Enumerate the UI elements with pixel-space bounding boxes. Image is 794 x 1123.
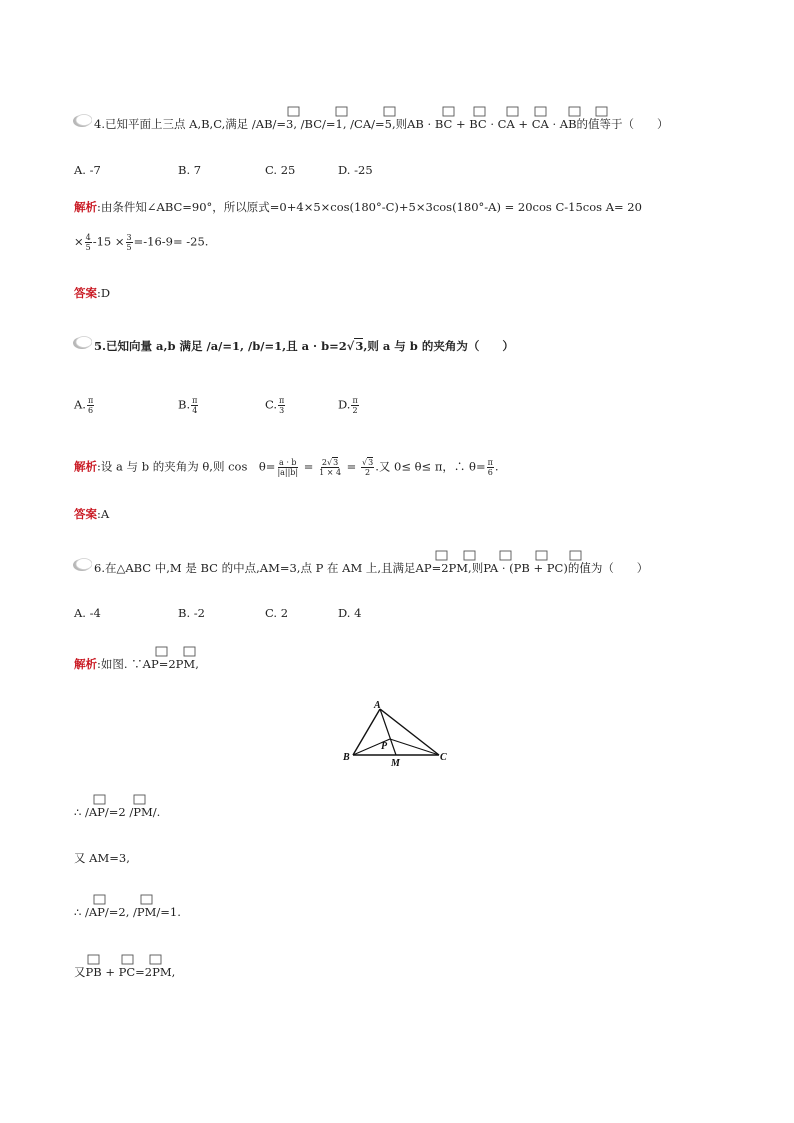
question-bullet-icon — [72, 557, 92, 571]
q4-option-d: D. -25 — [338, 163, 373, 177]
q5-option-d-den: 2 — [352, 406, 358, 415]
q6-step3-vector-marks — [90, 894, 160, 906]
q4-analysis-label: 解析 — [74, 200, 97, 214]
q4-answer — [74, 285, 110, 301]
label-b: B — [343, 752, 350, 763]
q4-frac2-den: 5 — [126, 243, 132, 252]
q5-option-d — [338, 396, 360, 415]
q6-step4-vector-marks — [84, 954, 174, 966]
q5-analysis-end: . — [494, 459, 499, 474]
q6-step-3: ∴ /AP/=2, /PM/=1. — [74, 905, 181, 919]
question-6-vector-marks — [430, 550, 590, 562]
label-p: P — [381, 741, 388, 752]
question-bullet-icon — [72, 113, 92, 127]
q4-result: =-16-9= -25. — [133, 234, 209, 249]
q6-step-4: 又PB + PC=2PM, — [74, 965, 176, 979]
q6-option-d: D. 4 — [338, 606, 362, 620]
q5-option-a — [74, 396, 95, 415]
q5-option-b-den: 4 — [192, 406, 198, 415]
q4-option-c: C. 25 — [265, 163, 296, 177]
side-ab — [353, 709, 380, 755]
q5-f1-den: |a||b| — [277, 468, 299, 477]
q5-f1-num: a · b — [279, 458, 297, 467]
q4-option-a: A. -7 — [74, 163, 101, 177]
q5-option-c — [265, 396, 286, 415]
q4-fraction-2 — [126, 233, 133, 252]
q5-analysis — [74, 458, 499, 477]
q6-option-a: A. -4 — [74, 606, 101, 620]
q5-f3-num-sqrt: 3 — [368, 458, 374, 467]
q5-f3-num: √3 — [361, 458, 374, 467]
q4-analysis-line-1 — [74, 199, 642, 215]
q6-analysis-vector-marks — [150, 646, 210, 658]
q5-eq-2: = — [343, 459, 360, 474]
segment-pc — [390, 739, 439, 755]
q5-option-a-num: π — [87, 396, 94, 405]
q5-option-b-num: π — [192, 396, 198, 405]
q6-analysis-line-1 — [74, 656, 199, 672]
q6-step-2: 又 AM=3, — [74, 851, 130, 865]
question-5-sqrt: 3 — [355, 339, 364, 353]
label-m: M — [391, 758, 400, 769]
q5-f4-den: 6 — [487, 468, 493, 477]
q4-analysis-text: :由条件知∠ABC=90°，所以原式=0+4×5×cos(180°-C)+5×3cos(180°-A) = 20cos C-15cos A= 20 — [97, 200, 642, 214]
q6-step-1: ∴ /AP/=2 /PM/. — [74, 805, 161, 819]
q5-f4-num: π — [487, 458, 493, 467]
q4-frac1-num: 4 — [85, 233, 91, 242]
q5-option-a-letter: A. — [74, 397, 86, 412]
q5-option-d-num: π — [352, 396, 358, 405]
q5-f2-num: 2√3 — [321, 458, 339, 467]
q5-option-a-den: 6 — [88, 406, 94, 415]
q5-option-c-letter: C. — [265, 397, 278, 412]
q6-analysis-text: :如图. ∵AP=2PM, — [97, 657, 199, 671]
q4-times-1: × — [74, 234, 84, 249]
q5-answer — [74, 506, 109, 522]
q5-option-b-letter: B. — [178, 397, 191, 412]
q5-f2-num-coef: 2 — [321, 458, 327, 467]
q4-fraction-1 — [85, 233, 92, 252]
q5-f2-num-sqrt: 3 — [333, 458, 339, 467]
question-4-number: 4. — [94, 117, 105, 131]
q5-option-d-letter: D. — [338, 397, 351, 412]
question-5-number: 5. — [94, 339, 107, 353]
question-4-text: 已知平面上三点 A,B,C,满足 /AB/=3, /BC/=1, /CA/=5,则AB · BC + BC · CA + CA · AB的值等于（ ） — [104, 117, 669, 131]
q5-option-c-den: 3 — [279, 406, 285, 415]
question-5-text-b: ,则 a 与 b 的夹角为（ ） — [363, 339, 514, 353]
q4-answer-label: 答案 — [74, 286, 97, 300]
q6-option-b: B. -2 — [178, 606, 205, 620]
q6-analysis-label: 解析 — [74, 657, 97, 671]
q6-step1-vector-marks — [90, 794, 160, 806]
q4-option-b: B. 7 — [178, 163, 202, 177]
q5-f3-den: 2 — [365, 468, 371, 477]
q5-answer-label: 答案 — [74, 507, 97, 521]
q5-fraction-4 — [487, 458, 494, 477]
q5-answer-value: :A — [97, 507, 110, 521]
q5-option-c-num: π — [279, 396, 285, 405]
triangle-figure — [340, 698, 452, 770]
label-a: A — [374, 700, 381, 711]
q5-fraction-2 — [318, 458, 342, 477]
q6-option-c: C. 2 — [265, 606, 289, 620]
question-5-sqrt-sign: √ — [346, 339, 355, 353]
side-ac — [380, 709, 439, 755]
q5-fraction-1 — [276, 458, 299, 477]
question-6-text: 在△ABC 中,M 是 BC 的中点,AM=3,点 P 在 AM 上,且满足AP=2PM,则PA · (PB + PC)的值为（ ） — [104, 561, 649, 575]
q4-frac2-num: 3 — [126, 233, 132, 242]
q5-eq-1: = — [300, 459, 318, 474]
q5-analysis-label: 解析 — [74, 459, 97, 474]
q5-option-b — [178, 396, 199, 415]
question-6-number: 6. — [94, 561, 105, 575]
q4-minus-15: -15 × — [92, 234, 125, 249]
q5-analysis-text-a: :设 a 与 b 的夹角为 θ,则 cos θ= — [97, 459, 276, 474]
question-5-text-a: 已知向量 a,b 满足 /a/=1, /b/=1,且 a · b=2 — [106, 339, 347, 353]
q5-f2-den: 1 × 4 — [319, 468, 342, 477]
q4-analysis-line-2 — [74, 233, 208, 252]
q5-analysis-text-b: .又 0≤ θ≤ π，∴ θ= — [375, 459, 486, 474]
question-4-vector-marks — [280, 106, 620, 118]
q5-fraction-3 — [361, 458, 374, 477]
q4-answer-value: :D — [97, 286, 111, 300]
q4-frac1-den: 5 — [85, 243, 91, 252]
question-bullet-icon — [72, 335, 92, 349]
label-c: C — [440, 752, 447, 763]
